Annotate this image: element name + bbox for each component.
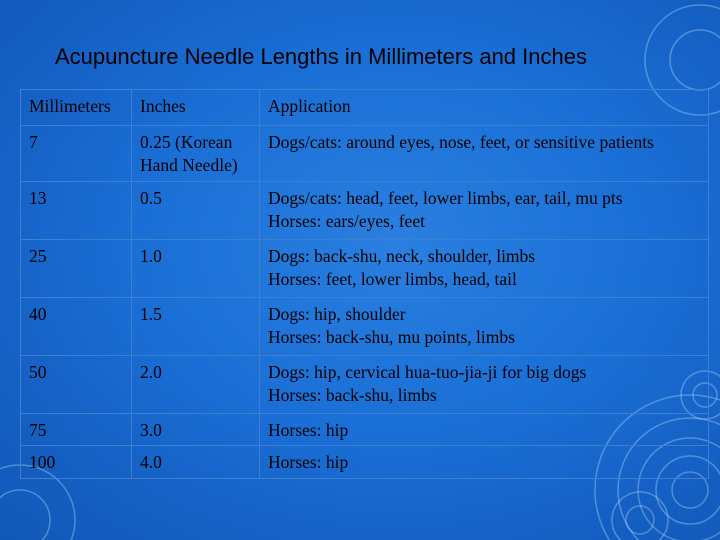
cell-millimeters: 40	[21, 298, 132, 356]
table-row	[21, 126, 709, 182]
needle-length-table	[20, 89, 709, 479]
application-line: Dogs/cats: around eyes, nose, feet, or sensitive patients	[268, 132, 654, 152]
cell-millimeters: 25	[21, 240, 132, 298]
application-line: Dogs: hip, cervical hua-tuo-jia-ji for big dogs	[268, 362, 587, 382]
table-row	[21, 356, 709, 414]
application-line: Horses: feet, lower limbs, head, tail	[268, 269, 517, 289]
application-line: Horses: hip	[268, 452, 349, 472]
cell-inches: 2.0	[132, 356, 260, 414]
cell-application	[260, 182, 709, 240]
application-line: Horses: hip	[268, 420, 349, 440]
cell-millimeters: 75	[21, 414, 132, 446]
application-line: Horses: back-shu, limbs	[268, 385, 437, 405]
table-row	[21, 182, 709, 240]
cell-application	[260, 126, 709, 182]
application-line: Dogs/cats: head, feet, lower limbs, ear, tail, mu pts	[268, 188, 623, 208]
cell-application	[260, 240, 709, 298]
cell-millimeters: 7	[21, 126, 132, 182]
cell-millimeters: 13	[21, 182, 132, 240]
application-line: Dogs: hip, shoulder	[268, 304, 406, 324]
cell-millimeters: 50	[21, 356, 132, 414]
cell-inches: 3.0	[132, 414, 260, 446]
header-millimeters: Millimeters	[21, 90, 132, 126]
cell-application	[260, 298, 709, 356]
table-row	[21, 446, 709, 479]
cell-inches: 1.0	[132, 240, 260, 298]
table-row	[21, 298, 709, 356]
cell-inches: 0.5	[132, 182, 260, 240]
application-line: Horses: ears/eyes, feet	[268, 211, 425, 231]
cell-application	[260, 356, 709, 414]
header-application: Application	[260, 90, 709, 126]
cell-application	[260, 414, 709, 446]
application-line: Dogs: back-shu, neck, shoulder, limbs	[268, 246, 536, 266]
table-row	[21, 414, 709, 446]
cell-inches: 1.5	[132, 298, 260, 356]
cell-millimeters: 100	[21, 446, 132, 479]
cell-inches: 0.25 (Korean Hand Needle)	[132, 126, 260, 182]
header-row	[21, 90, 709, 126]
slide-title: Acupuncture Needle Lengths in Millimeters and Inches	[55, 44, 587, 69]
cell-application	[260, 446, 709, 479]
application-line: Horses: back-shu, mu points, limbs	[268, 327, 515, 347]
header-inches: Inches	[132, 90, 260, 126]
cell-inches: 4.0	[132, 446, 260, 479]
table-row	[21, 240, 709, 298]
